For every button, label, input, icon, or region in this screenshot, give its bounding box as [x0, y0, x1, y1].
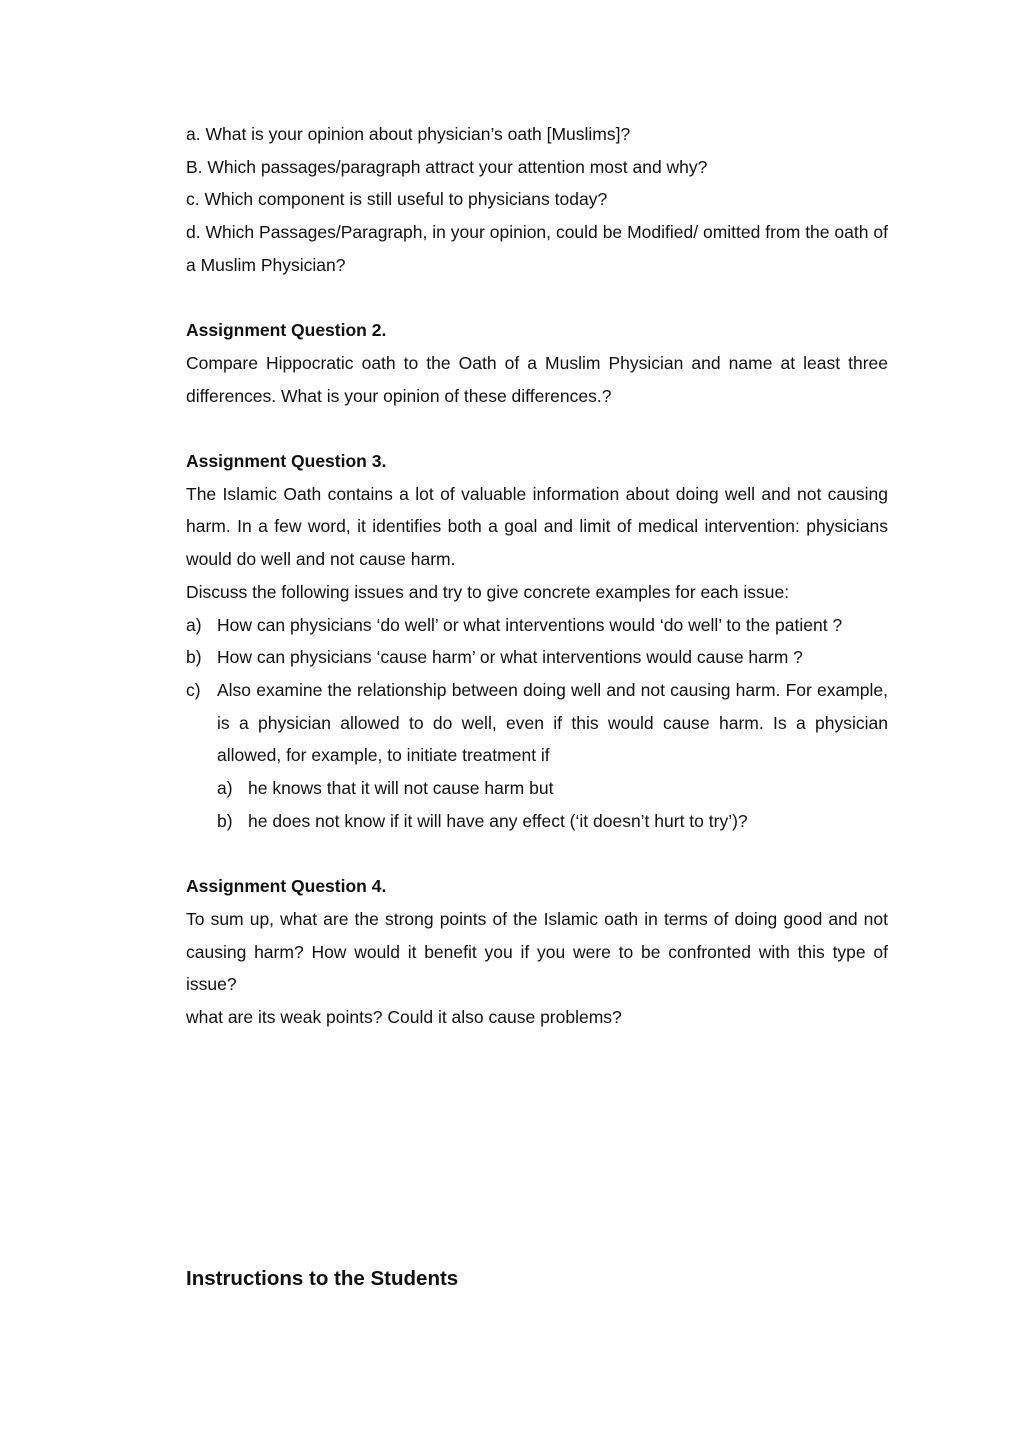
assignment-question-2-heading: Assignment Question 2. — [186, 320, 387, 341]
list-marker: c) — [186, 679, 201, 700]
assignment-question-4-followup: what are its weak points? Could it also cause problems? — [186, 1006, 622, 1027]
question-1-item-d: d. Which Passages/Paragraph, in your opinion, could be Modified/ omitted from the oath of a Muslim Physician? — [186, 222, 888, 275]
assignment-question-4-text: To sum up, what are the strong points of the Islamic oath in terms of doing good and not causing harm? How would it benefit you if you were to be confronted with this type of issue? — [186, 908, 888, 995]
instructions-heading: Instructions to the Students — [186, 1267, 459, 1290]
list-item — [186, 641, 888, 674]
list-item-text: Also examine the relationship between doing well and not causing harm. For example, is a physician allowed to do well, even if this would cause harm. Is a physician allowed, for example, to initiate treatment if — [217, 679, 888, 766]
assignment-question-3-list — [186, 609, 888, 838]
nested-list-item — [217, 805, 888, 838]
list-item-text: How can physicians ‘cause harm’ or what interventions would cause harm ? — [217, 647, 803, 668]
list-item-text: he knows that it will not cause harm but — [248, 778, 554, 799]
spacer — [186, 837, 888, 870]
spacer — [186, 282, 888, 315]
list-marker: a) — [186, 614, 202, 635]
assignment-question-4-heading: Assignment Question 4. — [186, 876, 387, 897]
list-marker: b) — [217, 810, 233, 831]
list-item-text: he does not know if it will have any effect (‘it doesn’t hurt to try’)? — [248, 810, 748, 831]
list-marker: a) — [217, 778, 233, 799]
assignment-question-3-prompt: Discuss the following issues and try to give concrete examples for each issue: — [186, 581, 790, 602]
list-item — [186, 609, 888, 642]
question-1-item-b: B. Which passages/paragraph attract your attention most and why? — [186, 156, 708, 177]
list-item-text: How can physicians ‘do well’ or what interventions would ‘do well’ to the patient ? — [217, 614, 843, 635]
list-item — [186, 674, 888, 838]
assignment-question-3-heading: Assignment Question 3. — [186, 451, 387, 471]
question-1-item-a: a. What is your opinion about physician’s oath [Muslims]? — [186, 124, 631, 144]
nested-list-item — [217, 772, 888, 805]
question-1-item-c: c. Which component is still useful to physicians today? — [186, 189, 608, 210]
spacer — [186, 412, 888, 445]
document-body — [186, 118, 888, 1034]
list-marker: b) — [186, 647, 202, 668]
assignment-question-3-text: The Islamic Oath contains a lot of valuable information about doing well and not causing harm. In a few word, it identifies both a goal and limit of medical intervention: physicians would do well and not cause harm. — [186, 483, 888, 570]
nested-list — [217, 772, 888, 837]
assignment-question-2-text: Compare Hippocratic oath to the Oath of a Muslim Physician and name at least three differences. What is your opinion of these differences.? — [186, 352, 888, 406]
